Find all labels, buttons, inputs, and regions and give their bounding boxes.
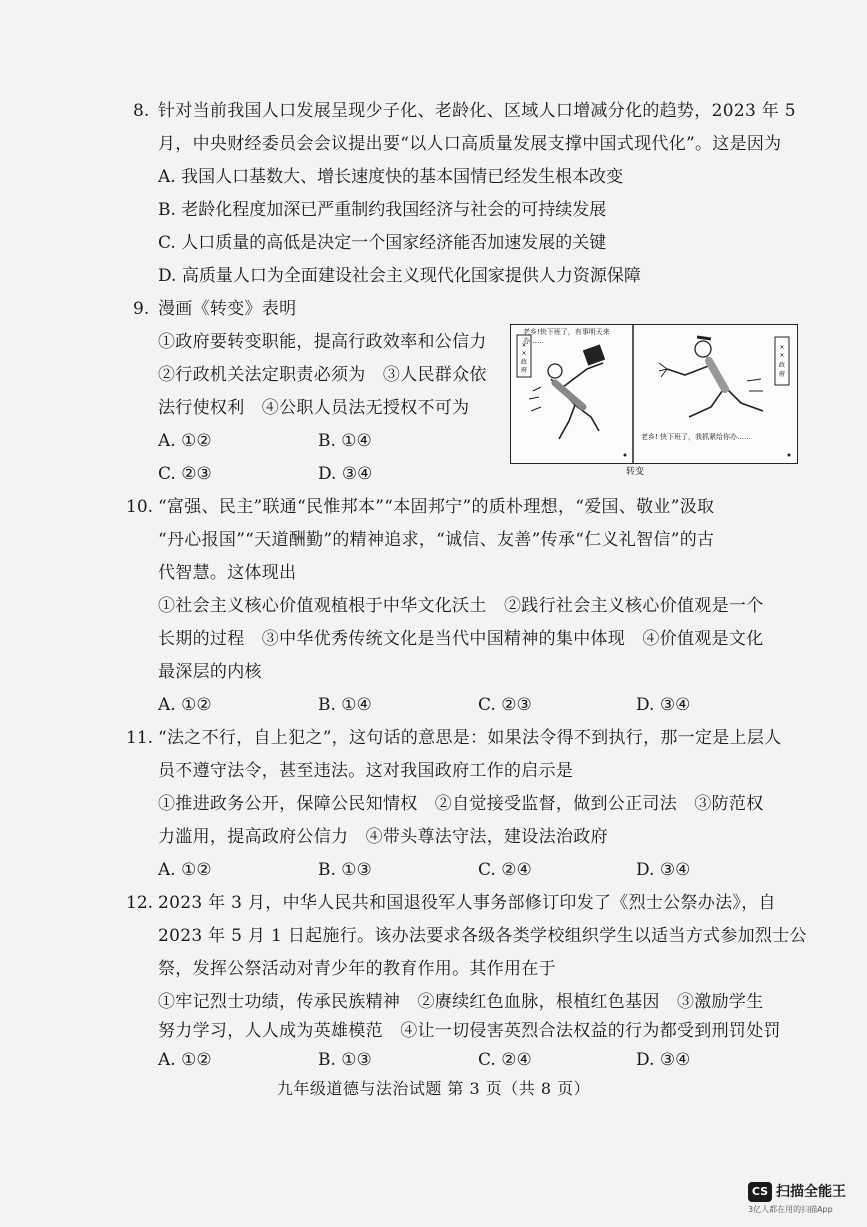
- q8-option-a: A. 我国人口基数大、增长速度快的基本国情已经发生根本改变: [158, 167, 624, 187]
- cartoon-right-bubble: 老乡! 快下班了，我抓紧给你办……: [641, 433, 752, 441]
- q10-option-d: D. ③④: [636, 695, 691, 715]
- q8-option-d: D. 高质量人口为全面建设社会主义现代化国家提供人力资源保障: [158, 266, 641, 286]
- q12-stem-line3: 祭，发挥公祭活动对青少年的教育作用。其作用在于: [158, 959, 556, 979]
- cartoon-transformation: [510, 324, 798, 464]
- q8-stem-line2: 月，中央财经委员会会议提出要“以人口高质量发展支撑中国式现代化”。这是因为: [158, 134, 782, 154]
- q8-option-b: B. 老龄化程度加深已严重制约我国经济与社会的可持续发展: [158, 200, 607, 220]
- q9-option-c: C. ②③: [158, 464, 212, 484]
- q10-statement-1: ①社会主义核心价值观植根于中华文化沃土 ②践行社会主义核心价值观是一个: [158, 596, 764, 616]
- cartoon-left-sign-char3: 政: [520, 359, 528, 366]
- q9-statement-3: 法行使权利 ④公职人员法无授权不可为: [158, 398, 470, 418]
- q11-stem-line2: 员不遵守法令，甚至违法。这对我国政府工作的启示是: [158, 761, 574, 781]
- q8-number: 8.: [133, 101, 150, 121]
- q12-number: 12.: [126, 893, 154, 913]
- q12-option-a: A. ①②: [158, 1050, 212, 1070]
- q8-stem-line1: 针对当前我国人口发展呈现少子化、老龄化、区域人口增减分化的趋势，2023 年 5: [158, 101, 796, 121]
- q11-number: 11.: [126, 728, 154, 748]
- q9-statement-1: ①政府要转变职能，提高行政效率和公信力: [158, 332, 487, 352]
- cartoon-left-sign-char1: ×: [521, 342, 527, 349]
- q10-option-c: C. ②③: [478, 695, 532, 715]
- q12-stem-line2: 2023 年 5 月 1 日起施行。该办法要求各级各类学校组织学生以适当方式参加烈士公: [158, 926, 807, 946]
- q9-option-a: A. ①②: [158, 431, 212, 451]
- q11-option-a: A. ①②: [158, 860, 212, 880]
- q12-stem-line1: 2023 年 3 月，中华人民共和国退役军人事务部修订印发了《烈士公祭办法》，自: [158, 893, 776, 913]
- q11-option-d: D. ③④: [636, 860, 691, 880]
- cartoon-left-sign-char4: 府: [520, 367, 528, 374]
- q9-stem: 漫画《转变》表明: [158, 299, 297, 319]
- q11-statement-1: ①推进政务公开，保障公民知情权 ②自觉接受监督，做到公正司法 ③防范权: [158, 794, 764, 814]
- page-footer: 九年级道德与法治试题 第 3 页（共 8 页）: [276, 1079, 591, 1098]
- q10-stem-line2: “丹心报国”“天道酬勤”的精神追求，“诚信、友善”传承“仁义礼智信”的古: [158, 530, 715, 550]
- q12-statement-2: 努力学习，人人成为英雄模范 ④让一切侵害英烈合法权益的行为都受到刑罚处罚: [158, 1021, 781, 1041]
- q12-statement-1: ①牢记烈士功绩，传承民族精神 ②赓续红色血脉，根植红色基因 ③激励学生: [158, 992, 764, 1012]
- q12-option-c: C. ②④: [478, 1050, 532, 1070]
- q11-stem-line1: “法之不行，自上犯之”，这句话的意思是：如果法令得不到执行，那一定是上层人: [158, 728, 782, 748]
- q10-stem-line1: “富强、民主”联通“民惟邦本”“本固邦宁”的质朴理想，“爱国、敬业”汲取: [158, 497, 715, 517]
- cartoon-right-sign-char2: ×: [779, 352, 785, 359]
- q9-number: 9.: [133, 299, 150, 319]
- q8-option-c: C. 人口质量的高低是决定一个国家经济能否加速发展的关键: [158, 233, 607, 253]
- scanner-app-name: 扫描全能王: [776, 1184, 846, 1200]
- scanner-watermark: [748, 1180, 856, 1218]
- cartoon-left-sign-char2: ×: [521, 350, 527, 357]
- cartoon-right-sign-char1: ×: [779, 344, 785, 351]
- q10-option-a: A. ①②: [158, 695, 212, 715]
- q10-stem-line3: 代智慧。这体现出: [158, 563, 297, 583]
- q12-option-b: B. ①③: [318, 1050, 372, 1070]
- q9-statement-2: ②行政机关法定职责必须为 ③人民群众依: [158, 365, 487, 385]
- q10-statement-3: 最深层的内核: [158, 662, 262, 682]
- q11-option-c: C. ②④: [478, 860, 532, 880]
- cartoon-right-sign-char4: 府: [778, 371, 786, 378]
- q9-option-d: D. ③④: [318, 464, 373, 484]
- q12-option-d: D. ③④: [636, 1050, 691, 1070]
- q9-option-b: B. ①④: [318, 431, 372, 451]
- scanner-tagline: 3亿人都在用的扫描App: [748, 1205, 833, 1214]
- q10-option-b: B. ①④: [318, 695, 372, 715]
- q10-statement-2: 长期的过程 ③中华优秀传统文化是当代中国精神的集中体现 ④价值观是文化: [158, 629, 764, 649]
- cartoon-caption: 转变: [626, 467, 645, 477]
- q10-number: 10.: [126, 497, 154, 517]
- scanner-logo-icon: CS: [748, 1182, 772, 1202]
- cartoon-left-bubble: 老乡!快下班了，有事明天来办……: [523, 328, 610, 345]
- q11-statement-2: 力滥用，提高政府公信力 ④带头尊法守法，建设法治政府: [158, 827, 608, 847]
- q11-option-b: B. ①③: [318, 860, 372, 880]
- cartoon-right-sign-char3: 政: [778, 362, 786, 369]
